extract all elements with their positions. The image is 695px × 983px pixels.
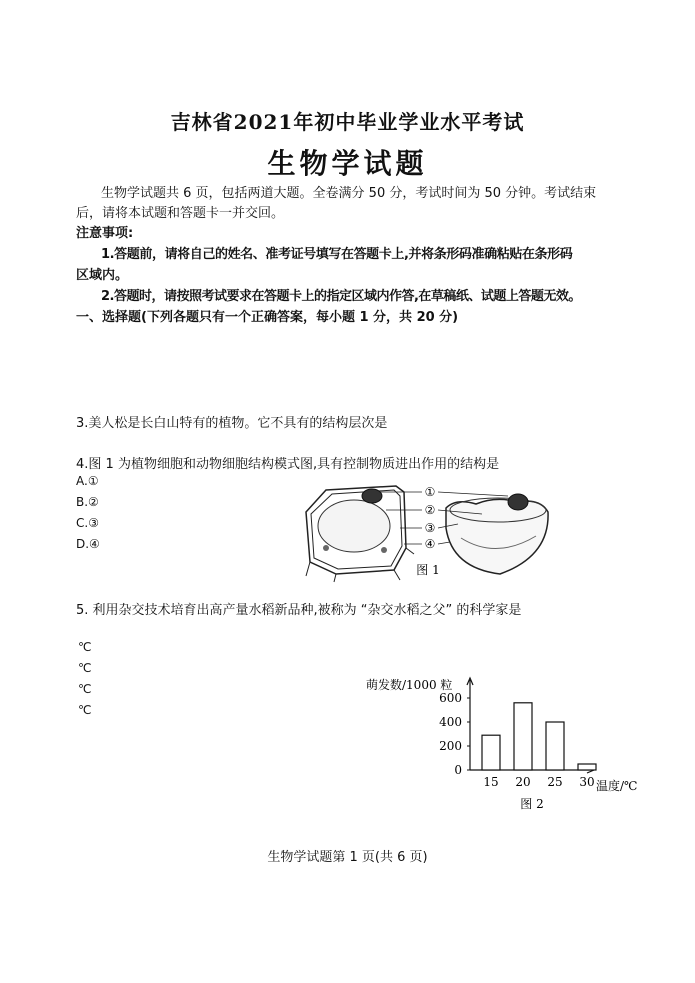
temp-unit-1: ℃ <box>78 640 92 654</box>
chart-y-tick-label: 200 <box>439 739 462 753</box>
chart-bar <box>578 764 596 770</box>
q4-option-d: D.④ <box>76 537 100 551</box>
chart-x-tick-label: 15 <box>483 775 499 789</box>
note-item-2: 2.答题时，请按照考试要求在答题卡上的指定区域内作答,在草稿纸、试题上答题无效。 <box>101 289 581 304</box>
q4-option-c: C.③ <box>76 516 99 530</box>
question-3: 3.美人松是长白山特有的植物。它不具有的结构层次是 <box>76 416 388 431</box>
chart-caption: 图 2 <box>520 797 544 811</box>
plant-cell <box>306 486 414 582</box>
figure-1-label-1: ① <box>424 485 436 499</box>
chart-ylabel: 萌发数/1000 粒 <box>366 678 453 692</box>
intro-line-1: 生物学试题共 6 页，包括两道大题。全卷满分 50 分，考试时间为 50 分钟。考试结束 <box>101 186 597 201</box>
chart-x-tick-label: 20 <box>515 775 531 789</box>
section1-heading: 一、选择题(下列各题只有一个正确答案，每小题 1 分，共 20 分) <box>76 310 459 325</box>
chart-bars <box>482 703 596 789</box>
temp-unit-2: ℃ <box>78 661 92 675</box>
figure-1-label-2: ② <box>424 503 436 517</box>
question-4: 4.图 1 为植物细胞和动物细胞结构模式图,具有控制物质进出作用的结构是 <box>76 457 500 472</box>
figure-1-cell-diagram <box>296 478 566 583</box>
note-item-1-line-2: 区域内。 <box>76 268 129 283</box>
chart-x-tick-label: 25 <box>547 775 563 789</box>
chart-bar <box>514 703 532 770</box>
figure-1-label-3: ③ <box>424 521 436 535</box>
figure-1-caption: 图 1 <box>416 563 440 577</box>
exam-title: 吉林省2021年初中毕业学业水平考试 <box>170 110 525 134</box>
q4-option-b: B.② <box>76 495 99 509</box>
chart-bar <box>482 735 500 770</box>
subject-title: 生物学试题 <box>267 147 428 180</box>
page-footer: 生物学试题第 1 页(共 6 页) <box>267 850 428 865</box>
temp-unit-3: ℃ <box>78 682 92 696</box>
q4-option-a: A.① <box>76 474 99 488</box>
chart-xlabel: 温度/℃ <box>596 779 638 793</box>
chart-y-tick-label: 400 <box>439 715 462 729</box>
animal-cell <box>446 494 548 574</box>
figure-1-label-4: ④ <box>424 537 436 551</box>
chart-y-tick-label: 600 <box>439 691 462 705</box>
chart-bar <box>546 722 564 770</box>
notes-heading: 注意事项: <box>76 226 134 241</box>
figure-2-bar-chart <box>360 672 660 818</box>
note-item-1-line-1: 1.答题前，请将自己的姓名、准考证号填写在答题卡上,并将条形码准确粘贴在条形码 <box>101 247 573 262</box>
temp-unit-4: ℃ <box>78 703 92 717</box>
chart-x-tick-label: 30 <box>579 775 595 789</box>
question-5: 5. 利用杂交技术培育出高产量水稻新品种,被称为 “杂交水稻之父” 的科学家是 <box>76 603 522 618</box>
intro-line-2: 后，请将本试题和答题卡一并交回。 <box>76 206 285 221</box>
chart-y-tick-label: 0 <box>454 763 462 777</box>
